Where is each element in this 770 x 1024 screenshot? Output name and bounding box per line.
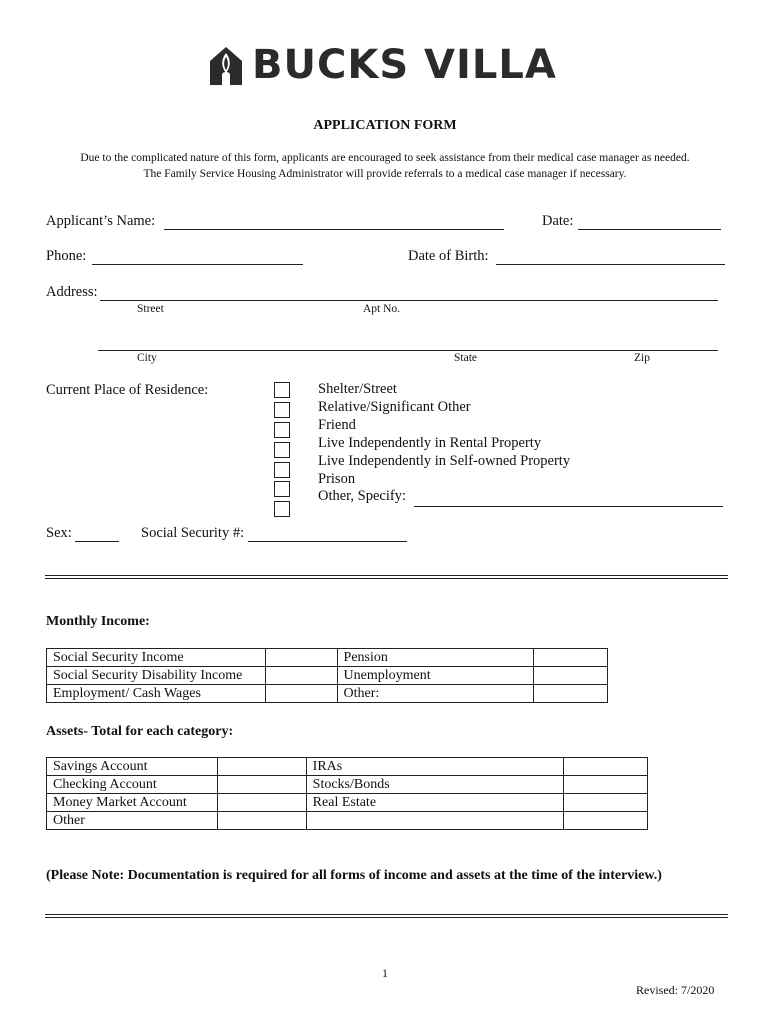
option-shelter: Shelter/Street — [318, 381, 397, 397]
table-row — [47, 758, 648, 776]
income-amount-cell[interactable] — [266, 685, 337, 703]
checkbox-shelter[interactable] — [274, 382, 290, 398]
table-row — [47, 776, 648, 794]
intro-text — [20, 150, 750, 182]
option-relative: Relative/Significant Other — [318, 398, 471, 415]
asset-amount-cell[interactable] — [564, 794, 648, 812]
state-caption: State — [454, 352, 477, 364]
asset-amount-cell[interactable] — [217, 776, 306, 794]
documentation-note: (Please Note: Documentation is required for all forms of income and assets at the time of the interview.) — [46, 868, 662, 883]
income-amount-cell[interactable] — [533, 649, 607, 667]
date-field[interactable] — [578, 229, 721, 230]
income-label-cell: Other: — [337, 685, 533, 703]
residence-label: Current Place of Residence: — [46, 382, 209, 398]
asset-amount-cell[interactable] — [564, 812, 648, 830]
checkbox-prison[interactable] — [274, 481, 290, 497]
form-title: APPLICATION FORM — [313, 118, 457, 133]
income-table — [46, 648, 608, 703]
asset-label-cell: IRAs — [306, 758, 564, 776]
street-caption: Street — [137, 303, 164, 315]
city-caption: City — [137, 352, 157, 364]
checkbox-relative[interactable] — [274, 402, 290, 418]
apt-caption: Apt No. — [363, 303, 401, 315]
applicant-name-label: Applicant’s Name: — [46, 213, 156, 229]
house-logo-icon — [208, 45, 244, 85]
checkbox-self-owned[interactable] — [274, 462, 290, 478]
footer-divider — [45, 914, 728, 918]
address-street-field[interactable] — [100, 300, 718, 301]
asset-amount-cell[interactable] — [217, 758, 306, 776]
ssn-field[interactable] — [248, 541, 407, 542]
other-specify-field[interactable] — [414, 506, 723, 507]
address-label: Address: — [46, 284, 98, 300]
section-divider — [45, 575, 728, 579]
option-prison: Prison — [318, 470, 356, 487]
asset-label-cell: Stocks/Bonds — [306, 776, 564, 794]
table-row — [47, 685, 608, 703]
table-row — [47, 794, 648, 812]
asset-label-cell — [306, 812, 564, 830]
income-amount-cell[interactable] — [266, 667, 337, 685]
asset-amount-cell[interactable] — [217, 794, 306, 812]
monthly-income-heading: Monthly Income: — [46, 614, 150, 629]
income-label-cell: Social Security Income — [47, 649, 266, 667]
residence-options — [318, 381, 570, 506]
applicant-name-field[interactable] — [164, 229, 504, 230]
phone-label: Phone: — [46, 248, 87, 264]
date-label: Date: — [542, 213, 574, 229]
income-label-cell: Unemployment — [337, 667, 533, 685]
income-label-cell: Social Security Disability Income — [47, 667, 266, 685]
assets-heading: Assets- Total for each category: — [46, 724, 234, 739]
asset-amount-cell[interactable] — [564, 758, 648, 776]
table-row — [47, 812, 648, 830]
income-amount-cell[interactable] — [533, 667, 607, 685]
logo-text: BUCKS VILLA — [252, 42, 557, 88]
income-label-cell: Pension — [337, 649, 533, 667]
asset-amount-cell[interactable] — [217, 812, 306, 830]
sex-label: Sex: — [46, 525, 72, 541]
dob-label: Date of Birth: — [408, 248, 489, 264]
income-label-cell: Employment/ Cash Wages — [47, 685, 266, 703]
asset-label-cell: Other — [47, 812, 218, 830]
intro-line-2: The Family Service Housing Administrator will provide referrals to a medical case manager if necessary. — [143, 168, 627, 180]
address-city-field[interactable] — [98, 350, 718, 351]
income-amount-cell[interactable] — [266, 649, 337, 667]
table-row — [47, 649, 608, 667]
zip-caption: Zip — [634, 352, 650, 364]
phone-field[interactable] — [92, 264, 303, 265]
asset-label-cell: Checking Account — [47, 776, 218, 794]
table-row — [47, 667, 608, 685]
checkbox-friend[interactable] — [274, 422, 290, 438]
dob-field[interactable] — [496, 264, 725, 265]
checkbox-other[interactable] — [274, 501, 290, 517]
checkbox-rental[interactable] — [274, 442, 290, 458]
income-amount-cell[interactable] — [533, 685, 607, 703]
logo — [208, 42, 557, 88]
residence-checkboxes — [274, 382, 290, 517]
sex-field[interactable] — [75, 541, 119, 542]
option-self-owned: Live Independently in Self-owned Property — [318, 452, 571, 469]
revised-date: Revised: 7/2020 — [636, 983, 715, 997]
option-rental: Live Independently in Rental Property — [318, 434, 542, 451]
asset-label-cell: Real Estate — [306, 794, 564, 812]
asset-amount-cell[interactable] — [564, 776, 648, 794]
page-number: 1 — [382, 966, 388, 980]
assets-table — [46, 757, 648, 830]
ssn-label: Social Security #: — [141, 525, 245, 541]
option-other: Other, Specify: — [318, 488, 407, 505]
intro-line-1: Due to the complicated nature of this form, applicants are encouraged to seek assistance from their medical case manager as needed. — [80, 152, 690, 164]
asset-label-cell: Money Market Account — [47, 794, 218, 812]
asset-label-cell: Savings Account — [47, 758, 218, 776]
option-friend: Friend — [318, 416, 356, 433]
